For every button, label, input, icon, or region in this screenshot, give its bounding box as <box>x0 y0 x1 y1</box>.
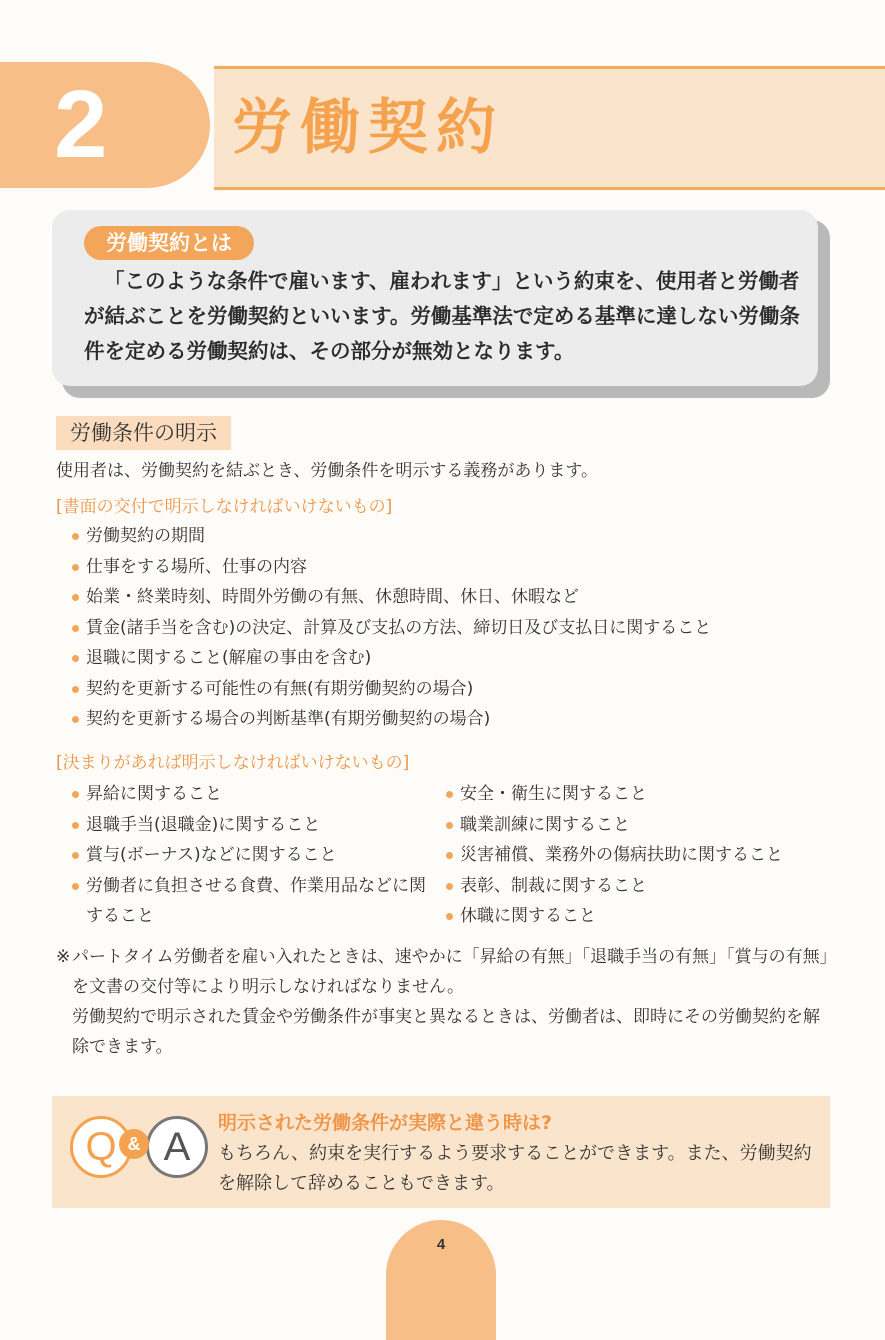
list-item: 退職に関すること(解雇の事由を含む) <box>72 643 711 674</box>
conditional-items-title: [決まりがあれば明示しなければいけないもの] <box>56 753 410 773</box>
list-item: 表彰、制裁に関すること <box>446 871 783 902</box>
note <box>56 942 836 1062</box>
list-item: 契約を更新する場合の判断基準(有期労働契約の場合) <box>72 704 711 735</box>
required-items-title: [書面の交付で明示しなければいけないもの] <box>56 497 393 517</box>
definition-label: 労働契約とは <box>84 226 254 260</box>
section-intro: 使用者は、労働契約を結ぶとき、労働条件を明示する義務があります。 <box>56 461 598 481</box>
qa-answer: もちろん、約束を実行するよう要求することができます。また、労働契約を解除して辞めることもできます。 <box>218 1143 812 1194</box>
list-item: 契約を更新する可能性の有無(有期労働契約の場合) <box>72 674 711 705</box>
list-item: 昇給に関すること <box>72 779 432 810</box>
a-icon: A <box>146 1116 208 1178</box>
list-item: 職業訓練に関すること <box>446 810 783 841</box>
definition-text: 「このような条件で雇います、雇われます」という約束を、使用者と労働者が結ぶことを労働契約といいます。労働基準法で定める基準に達しない労働条件を定める労働契約は、その部分が無効となります。 <box>84 269 800 363</box>
chapter-number: 2 <box>54 71 108 178</box>
list-item: 仕事をする場所、仕事の内容 <box>72 552 711 583</box>
qa-question: 明示された労働条件が実際と違う時は? <box>218 1112 553 1134</box>
list-item: 安全・衛生に関すること <box>446 779 783 810</box>
list-item: 労働者に負担させる食費、作業用品などに関すること <box>72 871 432 932</box>
list-item: 退職手当(退職金)に関すること <box>72 810 432 841</box>
list-item: 災害補償、業務外の傷病扶助に関すること <box>446 840 783 871</box>
list-item: 賃金(諸手当を含む)の決定、計算及び支払の方法、締切日及び支払日に関すること <box>72 613 711 644</box>
note-text: パートタイム労働者を雇い入れたときは、速やかに「昇給の有無」「退職手当の有無」「賞与の有無」を文書の交付等により明示しなければなりません。 <box>72 947 829 997</box>
chapter-title: 労働契約 <box>232 93 504 163</box>
page-number: 4 <box>436 1236 446 1253</box>
conditional-items-left <box>72 779 432 932</box>
note-mark: ※ <box>56 947 71 967</box>
list-item: 休職に関すること <box>446 901 783 932</box>
q-icon: Q <box>70 1116 132 1178</box>
note-text-2: 労働契約で明示された賃金や労働条件が事実と異なるときは、労働者は、即時にその労働契約を解除できます。 <box>72 1007 820 1057</box>
list-item: 労働契約の期間 <box>72 521 711 552</box>
section-heading: 労働条件の明示 <box>56 416 231 450</box>
list-item: 賞与(ボーナス)などに関すること <box>72 840 432 871</box>
list-item: 始業・終業時刻、時間外労働の有無、休憩時間、休日、休暇など <box>72 582 711 613</box>
conditional-items-right <box>446 779 783 932</box>
ampersand-icon: & <box>119 1129 149 1159</box>
required-items-list <box>72 521 711 735</box>
